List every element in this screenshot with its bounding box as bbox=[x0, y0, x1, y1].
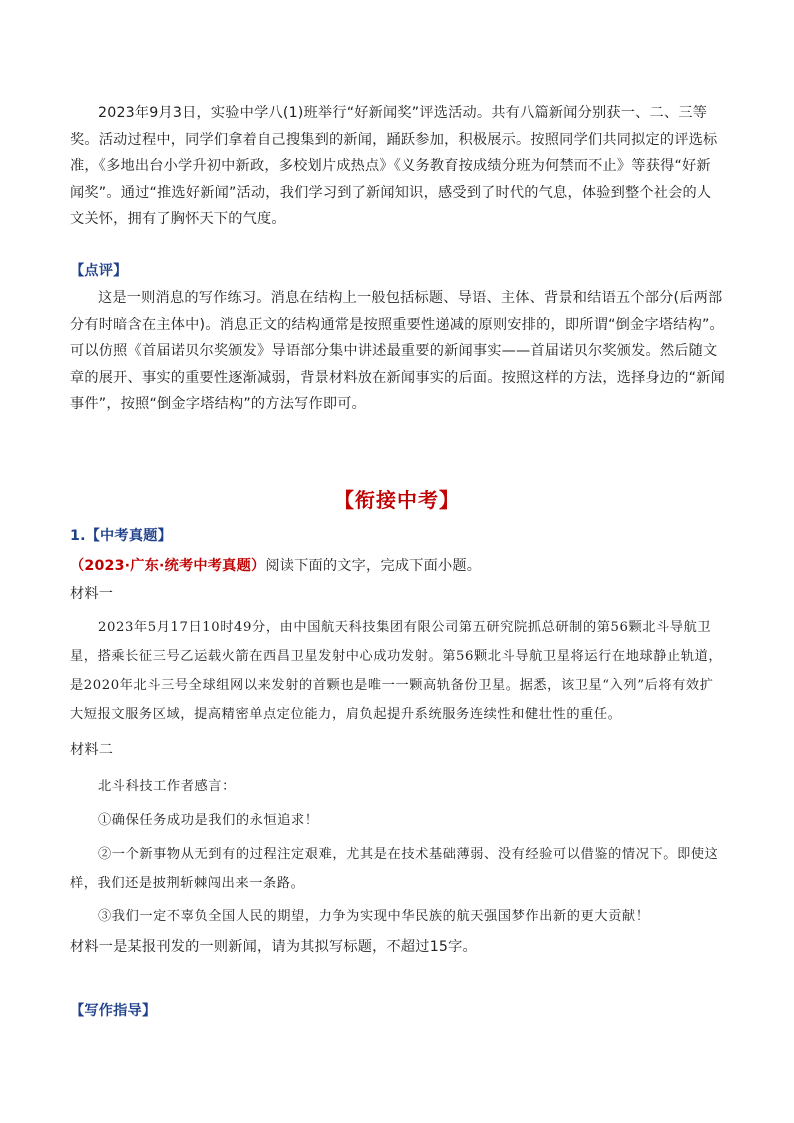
question-number-label: 1.【中考真题】 bbox=[70, 528, 172, 544]
example-paragraph: 2023年9月3日，实验中学八(1)班举行“好新闻奖”评选活动。共有八篇新闻分别获一、二、三等奖。活动过程中，同学们拿着自己搜集到的新闻，踊跃参加，积极展示。按照同学们共同拟定的评选标准，《多地出台小学升初中新政，多校划片成热点》《义务教育按成绩分班为何禁而不止》等获得“好新闻奖”。通过“推选好新闻”活动，我们学习到了新闻知识，感受到了时代的气息，体验到整个社会的人文关怀，拥有了胸怀天下的气度。 bbox=[70, 105, 718, 227]
material1-text: 2023年5月17日10时49分，由中国航天科技集团有限公司第五研究院抓总研制的第56颗北斗导航卫星，搭乘长征三号乙运载火箭在西昌卫星发射中心成功发射。第56颗北斗导航卫星将运行在地球静止轨道，是2020年北斗三号全球组网以来发射的首颗也是唯一一颗高轨备份卫星。据悉，该卫星“入列”后将有效扩大短报文服务区域，提高精密单点定位能力，肩负起提升系统服务连续性和健壮性的重任。 bbox=[70, 620, 723, 722]
material2-quote-1: ①确保任务成功是我们的永恒追求！ bbox=[98, 813, 319, 828]
question-source: （2023·广东·统考中考真题） bbox=[70, 558, 266, 574]
material2-quote-2: ②一个新事物从无到有的过程注定艰难，尤其是在技术基础薄弱、没有经验可以借鉴的情况下。即使这样，我们还是披荆斩棘闯出来一条路。 bbox=[70, 847, 719, 891]
question-source-line bbox=[70, 553, 725, 580]
question-instruction: 阅读下面的文字，完成下面小题。 bbox=[265, 558, 482, 574]
question-prompt: 材料一是某报刊发的一则新闻，请为其拟写标题，不超过15字。 bbox=[70, 939, 477, 955]
material2-quote-3: ③我们一定不辜负全国人民的期望，力争为实现中华民族的航天强国梦作出新的更大贡献！ bbox=[98, 909, 650, 924]
material1-label: 材料一 bbox=[70, 586, 114, 602]
comment-label: 【点评】 bbox=[70, 263, 128, 279]
material2-intro: 北斗科技工作者感言： bbox=[98, 779, 236, 794]
material2-label: 材料二 bbox=[70, 742, 114, 758]
section-title: 【衔接中考】 bbox=[334, 488, 460, 512]
writing-guide-label: 【写作指导】 bbox=[70, 1003, 157, 1019]
comment-text: 这是一则消息的写作练习。消息在结构上一般包括标题、导语、主体、背景和结语五个部分(后两部分有时暗含在主体中)。消息正文的结构通常是按照重要性递减的原则安排的，即所谓“倒金字塔结构”。可以仿照《首届诺贝尔奖颁发》导语部分集中讲述最重要的新闻事实——首届诺贝尔奖颁发。然后随文章的展开、事实的重要性逐渐减弱，背景材料放在新闻事实的后面。按照这样的方法，选择身边的“新闻事件”，按照“倒金字塔结构”的方法写作即可。 bbox=[70, 290, 725, 412]
